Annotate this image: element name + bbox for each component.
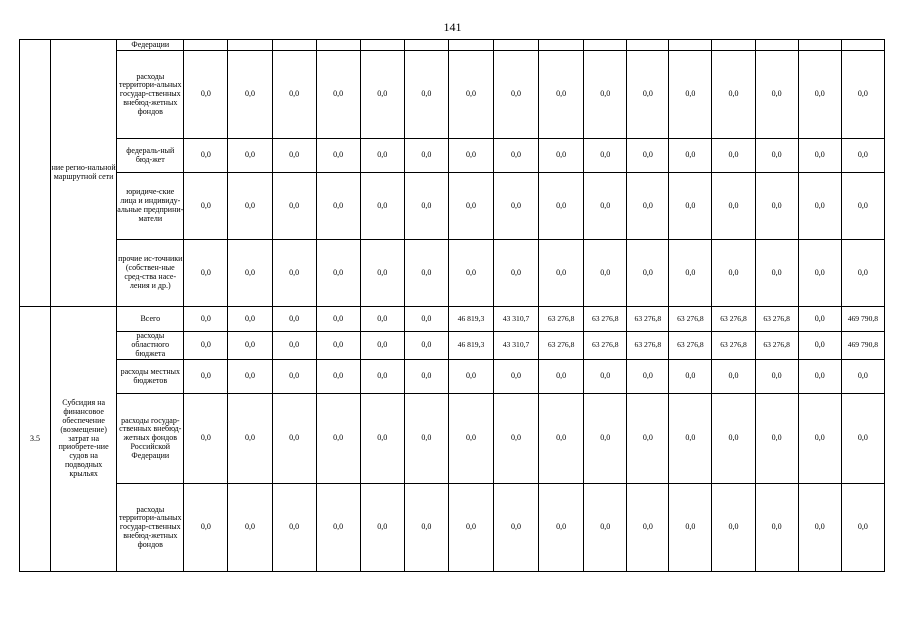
value-cell: 0,0: [228, 484, 272, 572]
value-cell: 0,0: [448, 240, 493, 307]
value-cell: 43 310,7: [494, 332, 539, 360]
source-cell: Всего: [117, 307, 184, 332]
value-cell: 0,0: [272, 360, 316, 394]
value-cell: 0,0: [184, 240, 228, 307]
value-cell: 0,0: [798, 240, 841, 307]
value-cell: 469 790,8: [841, 332, 884, 360]
value-cell: 0,0: [448, 360, 493, 394]
value-cell: 0,0: [627, 240, 669, 307]
value-cell: 0,0: [272, 139, 316, 173]
value-cell: 0,0: [316, 394, 360, 484]
value-cell: 0,0: [584, 360, 627, 394]
value-cell: 0,0: [316, 51, 360, 139]
value-cell: 63 276,8: [627, 332, 669, 360]
value-cell: [184, 40, 228, 51]
value-cell: 46 819,3: [448, 307, 493, 332]
source-cell: федераль-ный бюд-жет: [117, 139, 184, 173]
value-cell: 0,0: [360, 484, 404, 572]
value-cell: 0,0: [228, 332, 272, 360]
value-cell: 0,0: [584, 51, 627, 139]
value-cell: 0,0: [448, 139, 493, 173]
value-cell: 0,0: [712, 394, 755, 484]
value-cell: 0,0: [184, 394, 228, 484]
value-cell: 0,0: [798, 173, 841, 240]
value-cell: 0,0: [798, 394, 841, 484]
value-cell: 0,0: [494, 360, 539, 394]
source-cell: расходы территори-альных государ-ственных внебюд-жетных фондов: [117, 51, 184, 139]
value-cell: 0,0: [755, 240, 798, 307]
value-cell: 0,0: [584, 139, 627, 173]
value-cell: 0,0: [316, 307, 360, 332]
value-cell: 0,0: [539, 394, 584, 484]
table-row: [20, 51, 885, 139]
value-cell: 46 819,3: [448, 332, 493, 360]
value-cell: 0,0: [669, 484, 712, 572]
table-row: [20, 332, 885, 360]
value-cell: 0,0: [272, 51, 316, 139]
value-cell: 0,0: [184, 307, 228, 332]
value-cell: [404, 40, 448, 51]
event-name-cell: ние регио-нальной маршрутной сети: [51, 40, 117, 307]
value-cell: [494, 40, 539, 51]
value-cell: [448, 40, 493, 51]
value-cell: 63 276,8: [627, 307, 669, 332]
value-cell: 0,0: [360, 332, 404, 360]
table-row: [20, 240, 885, 307]
value-cell: 0,0: [798, 51, 841, 139]
table-row: [20, 173, 885, 240]
source-cell: расходы областного бюджета: [117, 332, 184, 360]
value-cell: 63 276,8: [755, 332, 798, 360]
value-cell: 0,0: [448, 51, 493, 139]
value-cell: 0,0: [228, 139, 272, 173]
value-cell: 0,0: [841, 173, 884, 240]
value-cell: [539, 40, 584, 51]
value-cell: 0,0: [316, 139, 360, 173]
value-cell: 0,0: [228, 51, 272, 139]
value-cell: 0,0: [272, 332, 316, 360]
value-cell: 0,0: [712, 173, 755, 240]
value-cell: 0,0: [539, 484, 584, 572]
value-cell: 0,0: [404, 51, 448, 139]
source-cell: Федерации: [117, 40, 184, 51]
value-cell: 0,0: [669, 51, 712, 139]
value-cell: 0,0: [539, 139, 584, 173]
value-cell: 0,0: [494, 240, 539, 307]
row-number-cell: 3.5: [20, 307, 51, 572]
value-cell: 0,0: [798, 360, 841, 394]
value-cell: 0,0: [272, 484, 316, 572]
value-cell: 0,0: [360, 360, 404, 394]
value-cell: 0,0: [272, 173, 316, 240]
value-cell: 0,0: [404, 332, 448, 360]
value-cell: [841, 40, 884, 51]
value-cell: 63 276,8: [539, 332, 584, 360]
value-cell: 0,0: [272, 394, 316, 484]
source-cell: прочие ис-точники (собствен-ные сред-ства насе-ления и др.): [117, 240, 184, 307]
value-cell: [272, 40, 316, 51]
value-cell: 0,0: [184, 51, 228, 139]
value-cell: 0,0: [841, 240, 884, 307]
value-cell: 0,0: [272, 307, 316, 332]
table-row: [20, 307, 885, 332]
value-cell: 0,0: [404, 394, 448, 484]
value-cell: 63 276,8: [539, 307, 584, 332]
value-cell: 0,0: [669, 240, 712, 307]
value-cell: 0,0: [228, 307, 272, 332]
value-cell: 0,0: [755, 51, 798, 139]
value-cell: 0,0: [272, 240, 316, 307]
value-cell: 0,0: [184, 139, 228, 173]
value-cell: 0,0: [584, 484, 627, 572]
source-cell: юридиче-ские лица и индивиду-альные предприни-матели: [117, 173, 184, 240]
value-cell: 0,0: [360, 240, 404, 307]
value-cell: 0,0: [712, 51, 755, 139]
value-cell: 0,0: [494, 394, 539, 484]
value-cell: 0,0: [184, 332, 228, 360]
value-cell: 0,0: [627, 173, 669, 240]
event-name-cell: Субсидия на финансовое обеспечение (возмещение) затрат на приобрете-ние судов на подводных крыльях: [51, 307, 117, 572]
value-cell: 0,0: [755, 360, 798, 394]
value-cell: 0,0: [539, 173, 584, 240]
value-cell: 0,0: [712, 240, 755, 307]
value-cell: [755, 40, 798, 51]
page-number: 141: [443, 20, 462, 34]
value-cell: 0,0: [316, 173, 360, 240]
value-cell: 0,0: [539, 51, 584, 139]
value-cell: 0,0: [627, 484, 669, 572]
value-cell: 0,0: [316, 360, 360, 394]
value-cell: 0,0: [360, 173, 404, 240]
value-cell: 0,0: [755, 484, 798, 572]
value-cell: 0,0: [360, 307, 404, 332]
value-cell: 469 790,8: [841, 307, 884, 332]
value-cell: 43 310,7: [494, 307, 539, 332]
value-cell: 0,0: [841, 360, 884, 394]
value-cell: 63 276,8: [669, 332, 712, 360]
value-cell: 0,0: [841, 51, 884, 139]
value-cell: 0,0: [798, 332, 841, 360]
value-cell: 0,0: [316, 240, 360, 307]
source-cell: расходы государ-ственных внебюд-жетных фондов Российской Федерации: [117, 394, 184, 484]
value-cell: 63 276,8: [584, 332, 627, 360]
value-cell: 0,0: [494, 484, 539, 572]
value-cell: 0,0: [316, 332, 360, 360]
value-cell: 0,0: [494, 139, 539, 173]
value-cell: 63 276,8: [584, 307, 627, 332]
value-cell: 0,0: [841, 394, 884, 484]
value-cell: 0,0: [228, 173, 272, 240]
value-cell: 0,0: [798, 139, 841, 173]
value-cell: 0,0: [841, 139, 884, 173]
value-cell: 0,0: [669, 360, 712, 394]
value-cell: 0,0: [184, 360, 228, 394]
value-cell: 0,0: [669, 173, 712, 240]
value-cell: 0,0: [404, 173, 448, 240]
value-cell: 0,0: [584, 173, 627, 240]
table-row: [20, 40, 885, 51]
value-cell: 0,0: [404, 484, 448, 572]
value-cell: 0,0: [584, 240, 627, 307]
value-cell: 0,0: [798, 484, 841, 572]
value-cell: [360, 40, 404, 51]
value-cell: [798, 40, 841, 51]
table-row: [20, 360, 885, 394]
value-cell: 0,0: [584, 394, 627, 484]
value-cell: 0,0: [316, 484, 360, 572]
source-cell: расходы местных бюджетов: [117, 360, 184, 394]
value-cell: 63 276,8: [712, 307, 755, 332]
value-cell: 0,0: [228, 394, 272, 484]
value-cell: 0,0: [448, 173, 493, 240]
value-cell: 0,0: [712, 484, 755, 572]
value-cell: 0,0: [841, 484, 884, 572]
value-cell: [316, 40, 360, 51]
value-cell: 63 276,8: [712, 332, 755, 360]
value-cell: 0,0: [755, 173, 798, 240]
value-cell: 0,0: [360, 394, 404, 484]
value-cell: [228, 40, 272, 51]
value-cell: 0,0: [184, 484, 228, 572]
table-row: [20, 394, 885, 484]
value-cell: 0,0: [669, 139, 712, 173]
value-cell: 0,0: [627, 394, 669, 484]
table-row: [20, 484, 885, 572]
source-cell: расходы территори-альных государ-ственных внебюд-жетных фондов: [117, 484, 184, 572]
value-cell: 0,0: [539, 360, 584, 394]
value-cell: 0,0: [669, 394, 712, 484]
value-cell: 0,0: [228, 240, 272, 307]
value-cell: 0,0: [360, 51, 404, 139]
table-body: [20, 40, 885, 572]
value-cell: 0,0: [755, 139, 798, 173]
value-cell: 0,0: [228, 360, 272, 394]
value-cell: 0,0: [627, 360, 669, 394]
value-cell: 0,0: [448, 394, 493, 484]
value-cell: 0,0: [494, 173, 539, 240]
value-cell: [669, 40, 712, 51]
value-cell: [712, 40, 755, 51]
value-cell: 0,0: [494, 51, 539, 139]
value-cell: 63 276,8: [755, 307, 798, 332]
value-cell: 0,0: [627, 139, 669, 173]
value-cell: 0,0: [404, 240, 448, 307]
value-cell: 0,0: [184, 173, 228, 240]
value-cell: [584, 40, 627, 51]
value-cell: 0,0: [404, 360, 448, 394]
value-cell: 0,0: [712, 360, 755, 394]
value-cell: 0,0: [404, 307, 448, 332]
value-cell: 0,0: [404, 139, 448, 173]
value-cell: 0,0: [448, 484, 493, 572]
value-cell: 0,0: [627, 51, 669, 139]
table-row: [20, 139, 885, 173]
value-cell: 63 276,8: [669, 307, 712, 332]
budget-table: [19, 39, 885, 572]
value-cell: 0,0: [360, 139, 404, 173]
value-cell: 0,0: [798, 307, 841, 332]
value-cell: 0,0: [755, 394, 798, 484]
value-cell: [627, 40, 669, 51]
row-number-cell: [20, 40, 51, 307]
value-cell: 0,0: [712, 139, 755, 173]
value-cell: 0,0: [539, 240, 584, 307]
